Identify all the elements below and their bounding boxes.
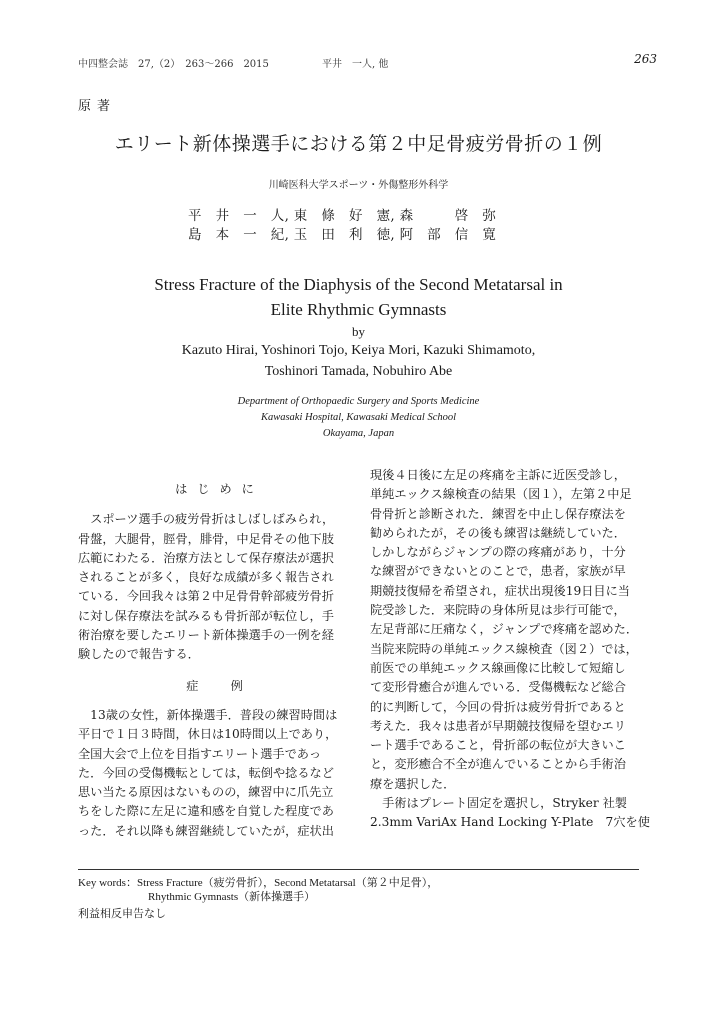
text-line: 当院来院時の単純エックス線検査（図２）では， xyxy=(370,641,638,656)
article-category: 原著 xyxy=(78,99,117,114)
text-line: な練習ができないとのことで，患者，家族が早 xyxy=(370,564,626,579)
text-line: 勧められたが，その後も練習は継続していた． xyxy=(370,525,626,540)
english-title-line-2: Elite Rhythmic Gymnasts xyxy=(270,300,447,319)
page-number: 263 xyxy=(634,52,657,66)
text-line: 験したので報告する． xyxy=(78,647,200,662)
english-title-line-1: Stress Fracture of the Diaphysis of the Second Metatarsal in xyxy=(154,275,563,294)
text-line: 骨盤，大腿骨，脛骨，腓骨，中足骨その他下肢 xyxy=(78,531,334,546)
text-line: 思い当たる原因はないものの，練習中に爪先立 xyxy=(78,785,334,800)
text-line: されることが多く，良好な成績が多く報告され xyxy=(78,570,334,585)
text-line: 左足背部に圧痛なく，ジャンプで疼痛を認めた． xyxy=(370,622,639,637)
text-line: 平日で１日３時間，休日は10時間以上であり， xyxy=(78,727,338,742)
text-line: 2.3mm VariAx Hand Locking Y-Plate 7穴を使 xyxy=(370,815,650,830)
text-line: 考えた．我々は患者が早期競技復帰を望むエリ xyxy=(370,718,626,733)
author-row-2: 島 本 一 紀, 玉 田 利 徳, 阿 部 信 寛 xyxy=(188,227,497,243)
text-line: 的に判断して，今回の骨折は疲労骨折であると xyxy=(370,699,626,714)
right-column-text xyxy=(370,466,653,833)
text-line: に対し保存療法を試みるも骨折部が転位し，手 xyxy=(78,608,334,623)
text-line: と，変形癒合不全が進んでいることから手術治 xyxy=(370,757,626,772)
keywords-line-1: Key words：Stress Fracture（疲労骨折），Second Metatarsal（第２中足骨）， xyxy=(78,877,439,889)
section-heading-intro: はじめに xyxy=(175,482,264,496)
english-authors-line-2: Toshinori Tamada, Nobuhiro Abe xyxy=(264,364,453,379)
department-line-3: Okayama, Japan xyxy=(322,428,395,439)
text-line: しかしながらジャンプの際の疼痛があり，十分 xyxy=(370,545,626,560)
conflict-of-interest: 利益相反申告なし xyxy=(78,908,166,920)
text-line: 単純エックス線検査の結果（図１），左第２中足 xyxy=(370,487,632,502)
text-line: 現後４日後に左足の疼痛を主訴に近医受診し， xyxy=(370,468,626,482)
left-column xyxy=(78,480,361,841)
by-label: by xyxy=(352,324,365,339)
running-authors: 平井 一人, 他 xyxy=(322,59,389,70)
affiliation: 川崎医科大学スポーツ・外傷整形外科学 xyxy=(268,180,449,191)
text-line: 13歳の女性，新体操選手．普段の練習時間は xyxy=(78,707,338,722)
text-line: 療を選択した． xyxy=(370,776,456,791)
text-line: 骨骨折と診断された．練習を中止し保存療法を xyxy=(370,506,626,521)
right-column xyxy=(370,466,653,833)
section-heading-case: 症 例 xyxy=(186,678,253,693)
text-line: 期競技復帰を希望され，症状出現後19日目に当 xyxy=(370,583,630,598)
text-line: ート選手であること，骨折部の転位が大きいこ xyxy=(370,738,626,753)
text-line: 術治療を要したエリート新体操選手の一例を経 xyxy=(78,628,334,643)
department-line-2: Kawasaki Hospital, Kawasaki Medical School xyxy=(260,412,457,423)
text-line: 前医での単純エックス線画像に比較して短縮し xyxy=(370,660,626,675)
intro-paragraph xyxy=(78,510,361,664)
case-paragraph xyxy=(78,706,361,841)
department-line-1: Department of Orthopaedic Surgery and Sports Medicine xyxy=(237,396,480,407)
japanese-title: エリート新体操選手における第２中足骨疲労骨折の１例 xyxy=(114,133,603,155)
text-line: 広範にわたる．治療方法として保存療法が選択 xyxy=(78,550,334,565)
keywords-line-2: Rhythmic Gymnasts（新体操選手） xyxy=(148,891,316,903)
text-line: ている．今回我々は第２中足骨骨幹部疲労骨折 xyxy=(78,589,334,604)
text-line: 院受診した．来院時の身体所見は歩行可能で， xyxy=(370,603,626,618)
text-line: た．今回の受傷機転としては，転倒や捻るなど xyxy=(78,765,334,780)
text-line: て変形骨癒合が進んでいる．受傷機転など総合 xyxy=(370,680,626,695)
journal-citation: 中四整会誌 27,（2） 263～266 2015 xyxy=(78,59,269,70)
text-line: 手術はプレート固定を選択し，Stryker 社製 xyxy=(370,796,627,811)
text-line: 全国大会で上位を目指すエリート選手であっ xyxy=(78,746,322,761)
author-row-1: 平 井 一 人, 東 條 好 憲, 森 啓 弥 xyxy=(188,208,497,224)
text-line: った．それ以降も練習継続していたが，症状出 xyxy=(78,823,334,838)
text-line: スポーツ選手の疲労骨折はしばしばみられ， xyxy=(78,512,335,527)
english-authors-line-1: Kazuto Hirai, Yoshinori Tojo, Keiya Mori, Kazuki Shimamoto, xyxy=(181,343,536,358)
footnote-divider xyxy=(78,869,639,870)
text-line: ちをした際に左足に違和感を自覚した程度であ xyxy=(78,804,334,819)
